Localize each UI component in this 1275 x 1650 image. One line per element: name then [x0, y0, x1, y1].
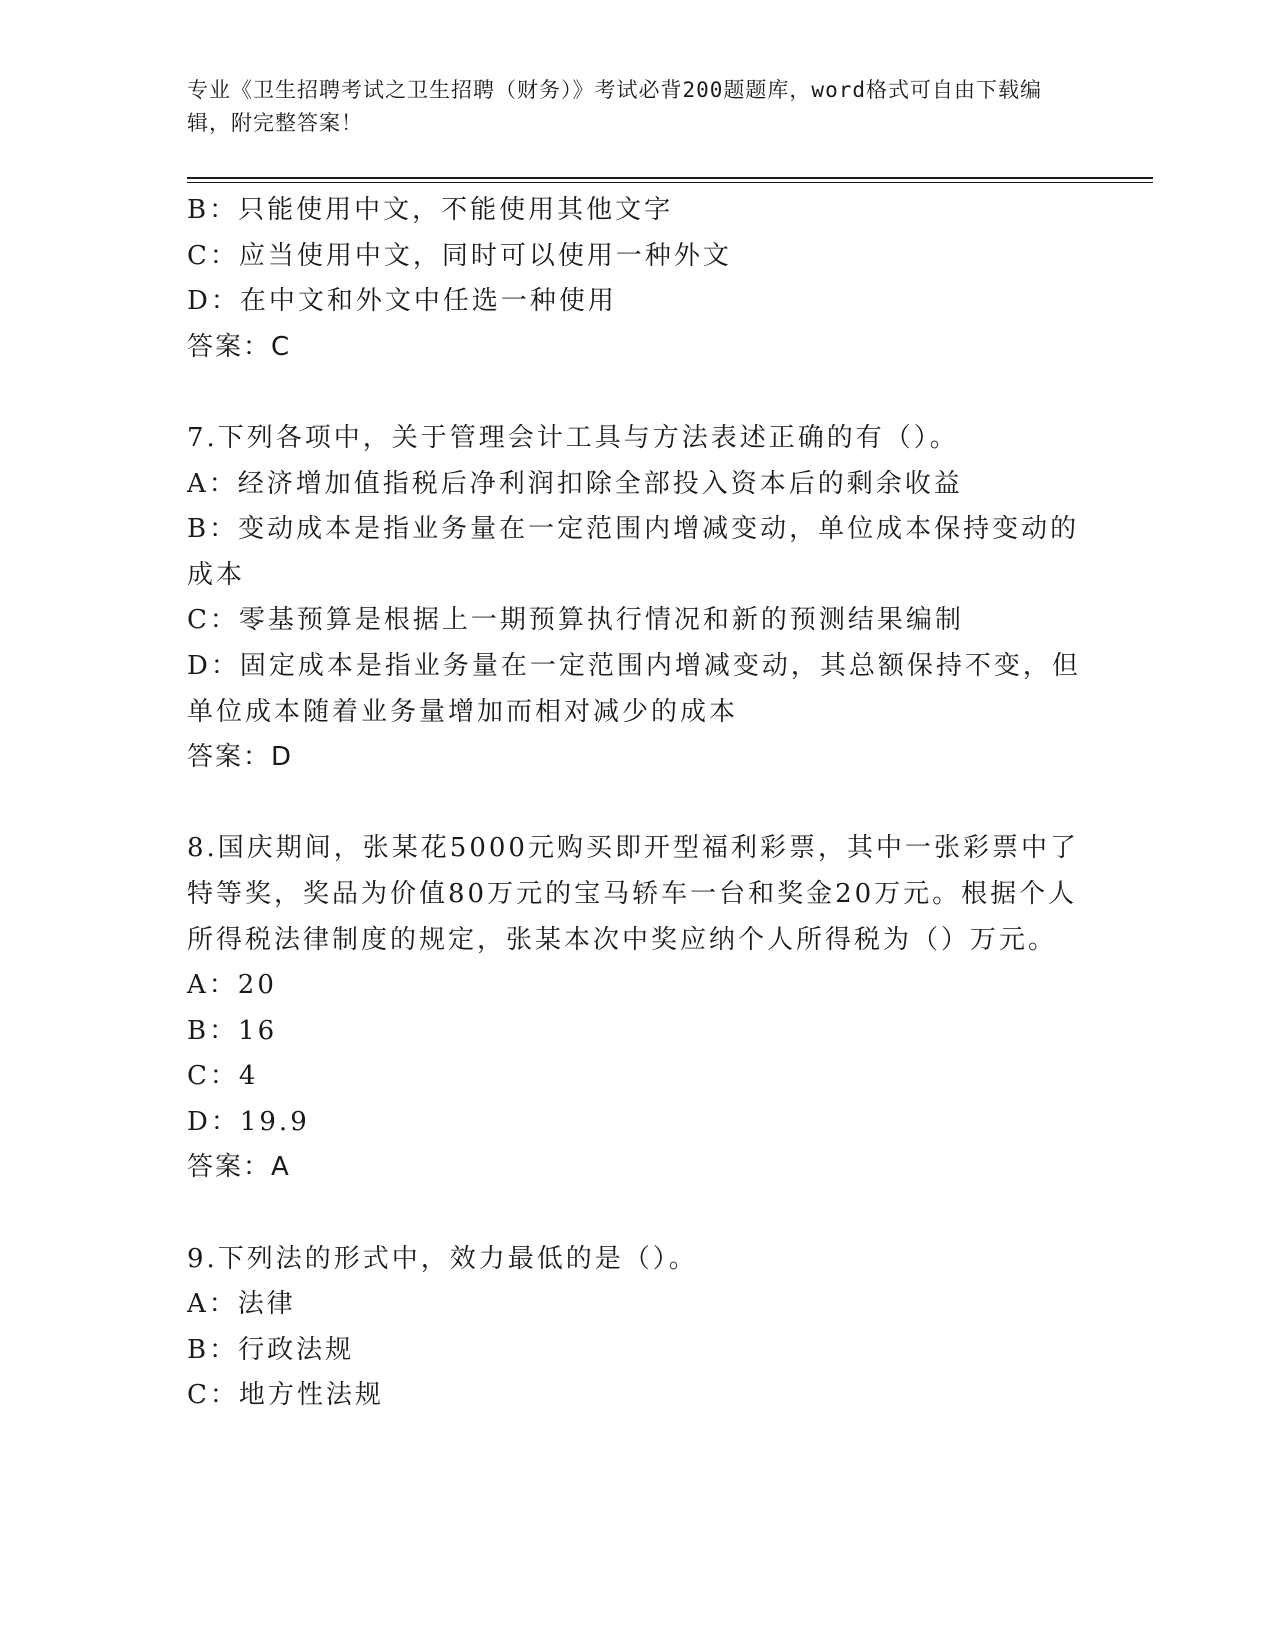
option-a: A：经济增加值指税后净利润扣除全部投入资本后的剩余收益: [187, 468, 963, 499]
answer-line: 答案：D: [187, 742, 294, 773]
answer-line: 答案：C: [187, 331, 292, 362]
option-c: C：零基预算是根据上一期预算执行情况和新的预测结果编制: [187, 605, 964, 636]
option-d: D：在中文和外文中任选一种使用: [187, 286, 617, 317]
question-stem: 7.下列各项中，关于管理会计工具与方法表述正确的有（）。: [187, 422, 959, 453]
spacer: [187, 370, 1087, 416]
answer-line: 答案：A: [187, 1152, 291, 1183]
option-c: C：应当使用中文，同时可以使用一种外文: [187, 240, 732, 271]
document-body: [187, 188, 1087, 1419]
header-title: 专业《卫生招聘考试之卫生招聘（财务）》考试必背200题题库，word格式可自由下载编辑，附完整答案！: [187, 78, 1042, 135]
spacer: [187, 781, 1087, 827]
option-d: D：19.9: [187, 1106, 310, 1137]
option-b: B：行政法规: [187, 1334, 355, 1365]
question-9: [187, 1237, 1087, 1419]
option-a: A：20: [187, 970, 277, 1001]
header-divider-thin: [187, 182, 1153, 183]
question-stem: 8.国庆期间，张某花5000元购买即开型福利彩票，其中一张彩票中了特等奖，奖品为价值80万元的宝马轿车一台和奖金20万元。根据个人所得税法律制度的规定，张某本次中奖应纳个人所得税为（）万元。: [187, 833, 1079, 955]
option-b: B：变动成本是指业务量在一定范围内增减变动，单位成本保持变动的成本: [187, 514, 1080, 590]
option-a: A：法律: [187, 1289, 296, 1320]
option-b: B：只能使用中文，不能使用其他文字: [187, 195, 674, 225]
question-7: [187, 416, 1087, 781]
option-b: B：16: [187, 1015, 278, 1046]
question-8: [187, 826, 1087, 1191]
header-divider-thick: [187, 177, 1153, 179]
option-c: C：地方性法规: [187, 1380, 384, 1411]
option-d: D：固定成本是指业务量在一定范围内增减变动，其总额保持不变，但单位成本随着业务量增加而相对减少的成本: [187, 650, 1081, 727]
option-c: C：4: [187, 1061, 259, 1092]
carryover-question: [187, 188, 1087, 370]
page-header: [187, 74, 1067, 140]
spacer: [187, 1191, 1087, 1237]
question-stem: 9.下列法的形式中，效力最低的是（）。: [187, 1243, 698, 1274]
